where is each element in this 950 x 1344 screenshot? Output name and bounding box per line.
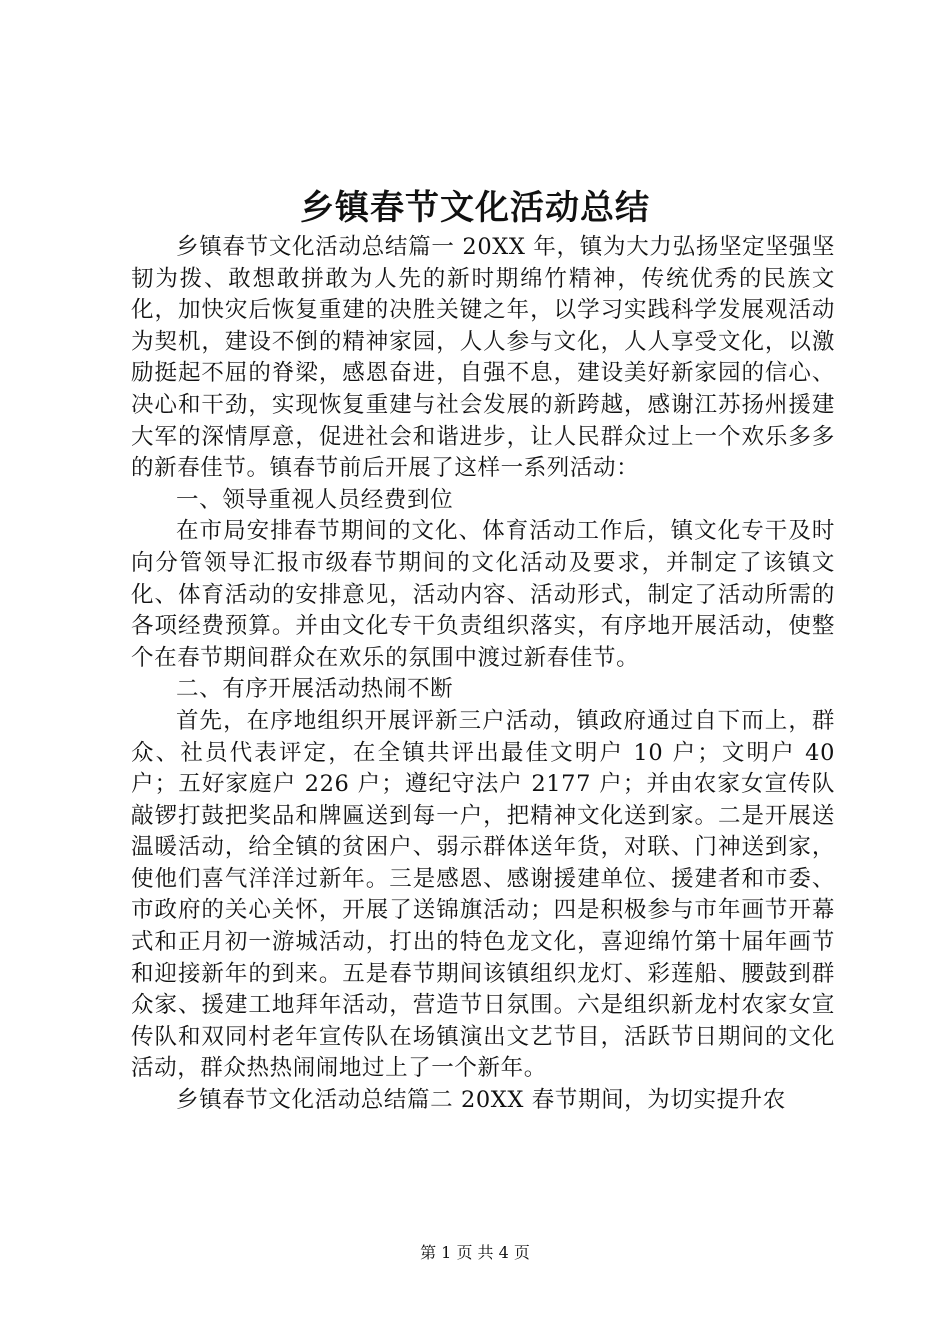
- paragraph-section-1: 在市局安排春节期间的文化、体育活动工作后，镇文化专干及时向分管领导汇报市级春节期间的文化活动及要求，并制定了该镇文化、体育活动的安排意见，活动内容、活动形式，制定了活动所需的各项经费预算。并由文化专干负责组织落实，有序地开展活动，使整个在春节期间群众在欢乐的氛围中渡过新春佳节。: [131, 518, 835, 671]
- document-title: 乡镇春节文化活动总结: [300, 188, 650, 228]
- section-heading-1: 一、领导重视人员经费到位: [176, 486, 454, 513]
- paragraph-part-2-start: 乡镇春节文化活动总结篇二 20XX 春节期间，为切实提升农: [176, 1087, 786, 1114]
- section-heading-2: 二、有序开展活动热闹不断: [176, 676, 454, 703]
- paragraph-section-2: 首先，在序地组织开展评新三户活动，镇政府通过自下而上，群众、社员代表评定，在全镇共评出最佳文明户 10 户；文明户 40 户；五好家庭户 226 户；遵纪守法户 2177 户；并由农家女宣传队敲锣打鼓把奖品和牌匾送到每一户，把精神文化送到家。二是开展送温暖活动，给全镇的贫困户、弱示群体送年货，对联、门神送到家，使他们喜气洋洋过新年。三是感恩、感谢援建单位、援建者和市委、市政府的关心关怀，开展了送锦旗活动；四是积极参与市年画节开幕式和正月初一游城活动，打出的特色龙文化，喜迎绵竹第十届年画节和迎接新年的到来。五是春节期间该镇组织龙灯、彩莲船、腰鼓到群众家、援建工地拜年活动，营造节日氛围。六是组织新龙村农家女宣传队和双同村老年宣传队在场镇演出文艺节目，活跃节日期间的文化活动，群众热热闹闹地过上了一个新年。: [131, 707, 835, 1082]
- document-body: [131, 232, 835, 1117]
- page-footer: 第 1 页 共 4 页: [420, 1243, 530, 1262]
- paragraph-intro: 乡镇春节文化活动总结篇一 20XX 年，镇为大力弘扬坚定坚强坚韧为拨、敢想敢拼敢为人先的新时期绵竹精神，传统优秀的民族文化，加快灾后恢复重建的决胜关键之年，以学习实践科学发展观活动为契机，建设不倒的精神家园，人人参与文化，人人享受文化，以激励挺起不屈的脊梁，感恩奋进，自强不息，建设美好新家园的信心、决心和干劲，实现恢复重建与社会发展的新跨越，感谢江苏扬州援建大军的深情厚意，促进社会和谐进步，让人民群众过上一个欢乐多多的新春佳节。镇春节前后开展了这样一系列活动：: [131, 234, 835, 482]
